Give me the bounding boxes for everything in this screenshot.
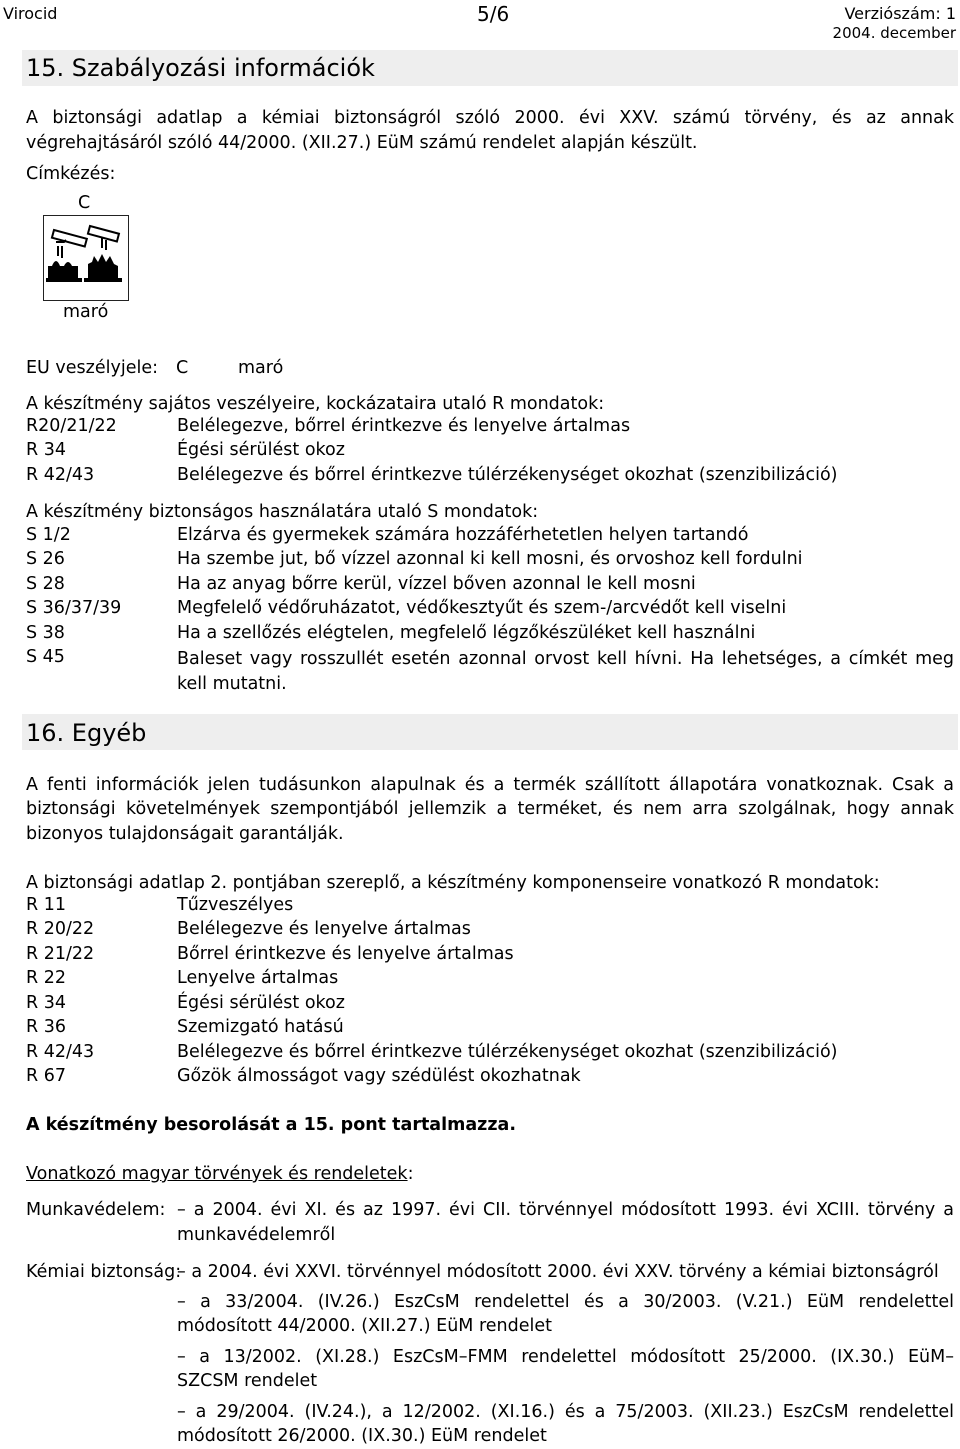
- component-r-heading: A biztonsági adatlap 2. pontjában szereplő, a készítmény komponenseire vonatkozó R mondatok:: [26, 873, 880, 893]
- r-phrase-code: R20/21/22: [26, 416, 117, 436]
- s-phrase-text: Elzárva és gyermekek számára hozzáférhetetlen helyen tartandó: [177, 525, 749, 545]
- hazard-symbol-name: maró: [63, 302, 109, 322]
- laws-heading: [26, 1162, 413, 1187]
- r-phrase-text: Belélegezve, bőrrel érintkezve és lenyelve ártalmas: [177, 416, 631, 436]
- s-phrase-code: S 26: [26, 549, 65, 569]
- s-phrase-text: Ha a szellőzés elégtelen, megfelelő légzőkészüléket kell használni: [177, 623, 756, 643]
- r-phrase-text: Belélegezve és bőrrel érintkezve túlérzékenységet okozhat (szenzibilizáció): [177, 465, 838, 485]
- hazard-symbol-code: C: [78, 193, 91, 213]
- r-phrase-text: Égési sérülést okoz: [177, 440, 345, 460]
- section-16-para-line3: bizonyos tulajdonságait garantálják.: [26, 824, 344, 844]
- component-r-text: Gőzök álmosságot vagy szédülést okozhatnak: [177, 1066, 581, 1086]
- s-phrase-code: S 1/2: [26, 525, 71, 545]
- s-phrase-text: Megfelelő védőruházatot, védőkesztyűt és szem-/arcvédőt kell viselni: [177, 598, 787, 618]
- component-r-code: R 11: [26, 895, 66, 915]
- chem-law-item-line1: – a 33/2004. (IV.26.) EszCsM rendelettel és a 30/2003. (V.21.) EüM rendelettel: [177, 1292, 954, 1312]
- header-page-number: 5/6: [477, 2, 510, 26]
- r-phrase-code: R 42/43: [26, 465, 95, 485]
- chem-safety-label: Kémiai biztonság:: [26, 1262, 182, 1282]
- component-r-code: R 67: [26, 1066, 66, 1086]
- component-r-text: Szemizgató hatású: [177, 1017, 344, 1037]
- classification-note: A készítmény besorolását a 15. pont tartalmazza.: [26, 1115, 516, 1135]
- component-r-code: R 21/22: [26, 944, 95, 964]
- chem-law-item-line2: módosított 44/2000. (XII.27.) EüM rendelet: [177, 1316, 552, 1336]
- component-r-code: R 36: [26, 1017, 66, 1037]
- component-r-text: Belélegezve és bőrrel érintkezve túlérzékenységet okozhat (szenzibilizáció): [177, 1042, 838, 1062]
- laws-heading-text: Vonatkozó magyar törvények és rendeletek: [26, 1164, 408, 1184]
- component-r-text: Égési sérülést okoz: [177, 993, 345, 1013]
- component-r-text: Tűzveszélyes: [177, 895, 294, 915]
- eu-hazard-name: maró: [238, 358, 284, 378]
- chem-law-item-line1: – a 13/2002. (XI.28.) EszCsM–FMM rendelettel módosított 25/2000. (IX.30.) EüM–: [177, 1347, 954, 1367]
- section-15-title: 15. Szabályozási információk: [26, 54, 375, 82]
- section-16-para-line1: A fenti információk jelen tudásunkon alapulnak és a termék szállított állapotára vonatkoznak. Csak a: [26, 775, 954, 795]
- work-safety-line1: – a 2004. évi XI. és az 1997. évi CII. törvénnyel módosított 1993. évi XCIII. törvény a: [177, 1200, 954, 1220]
- header-version: Verziószám: 1: [844, 4, 956, 23]
- chem-law-item-line2: SZCSM rendelet: [177, 1371, 318, 1391]
- chem-law-item-line2: módosított 26/2000. (IX.30.) EüM rendelet: [177, 1426, 547, 1446]
- s-phrase-text: Ha szembe jut, bő vízzel azonnal ki kell mosni, és orvoshoz kell fordulni: [177, 549, 803, 569]
- component-r-code: R 42/43: [26, 1042, 95, 1062]
- header-company: Virocid: [3, 4, 58, 23]
- s-phrase-code: S 28: [26, 574, 65, 594]
- s-phrase-code: S 36/37/39: [26, 598, 122, 618]
- corrosive-hazard-icon: [43, 215, 129, 301]
- s-phrase-code: S 45: [26, 647, 65, 667]
- work-safety-line2: munkavédelemről: [177, 1225, 336, 1245]
- s-phrases-heading: A készítmény biztonságos használatára utaló S mondatok:: [26, 502, 539, 522]
- component-r-code: R 34: [26, 993, 66, 1013]
- s-phrase-text-continued: kell mutatni.: [177, 674, 287, 694]
- laws-heading-colon: :: [407, 1164, 414, 1184]
- component-r-code: R 20/22: [26, 919, 95, 939]
- eu-hazard-code: C: [176, 358, 189, 378]
- section-16-title: 16. Egyéb: [26, 719, 147, 747]
- header-date: 2004. december: [832, 24, 956, 42]
- labeling-label: Címkézés:: [26, 164, 116, 184]
- eu-hazard-label: EU veszélyjele:: [26, 358, 158, 378]
- r-phrase-code: R 34: [26, 440, 66, 460]
- component-r-text: Bőrrel érintkezve és lenyelve ártalmas: [177, 944, 514, 964]
- r-phrases-heading: A készítmény sajátos veszélyeire, kockázataira utaló R mondatok:: [26, 394, 605, 414]
- section-15-intro-line1: A biztonsági adatlap a kémiai biztonságról szóló 2000. évi XXV. számú törvény, és az annak: [26, 108, 954, 128]
- component-r-text: Belélegezve és lenyelve ártalmas: [177, 919, 471, 939]
- component-r-code: R 22: [26, 968, 66, 988]
- s-phrase-text: Ha az anyag bőrre kerül, vízzel bőven azonnal le kell mosni: [177, 574, 696, 594]
- work-safety-label: Munkavédelem:: [26, 1200, 166, 1220]
- chem-safety-line1: – a 2004. évi XXVI. törvénnyel módosított 2000. évi XXV. törvény a kémiai biztonságról: [177, 1262, 939, 1282]
- section-16-band: [22, 714, 958, 750]
- s-phrase-code: S 38: [26, 623, 65, 643]
- section-15-intro-line2: végrehajtásáról szóló 44/2000. (XII.27.) EüM számú rendelet alapján készült.: [26, 133, 698, 153]
- section-16-para-line2: biztonsági követelmények szempontjából jellemzik a terméket, és nem arra szolgálnak, hogy annak: [26, 799, 954, 819]
- chem-law-item-line1: – a 29/2004. (IV.24.), a 12/2002. (XI.16.) és a 75/2003. (XII.23.) EszCsM rendelettel: [177, 1402, 954, 1422]
- s-phrase-text: Baleset vagy rosszullét esetén azonnal orvost kell hívni. Ha lehetséges, a címkét meg: [177, 649, 954, 669]
- component-r-text: Lenyelve ártalmas: [177, 968, 339, 988]
